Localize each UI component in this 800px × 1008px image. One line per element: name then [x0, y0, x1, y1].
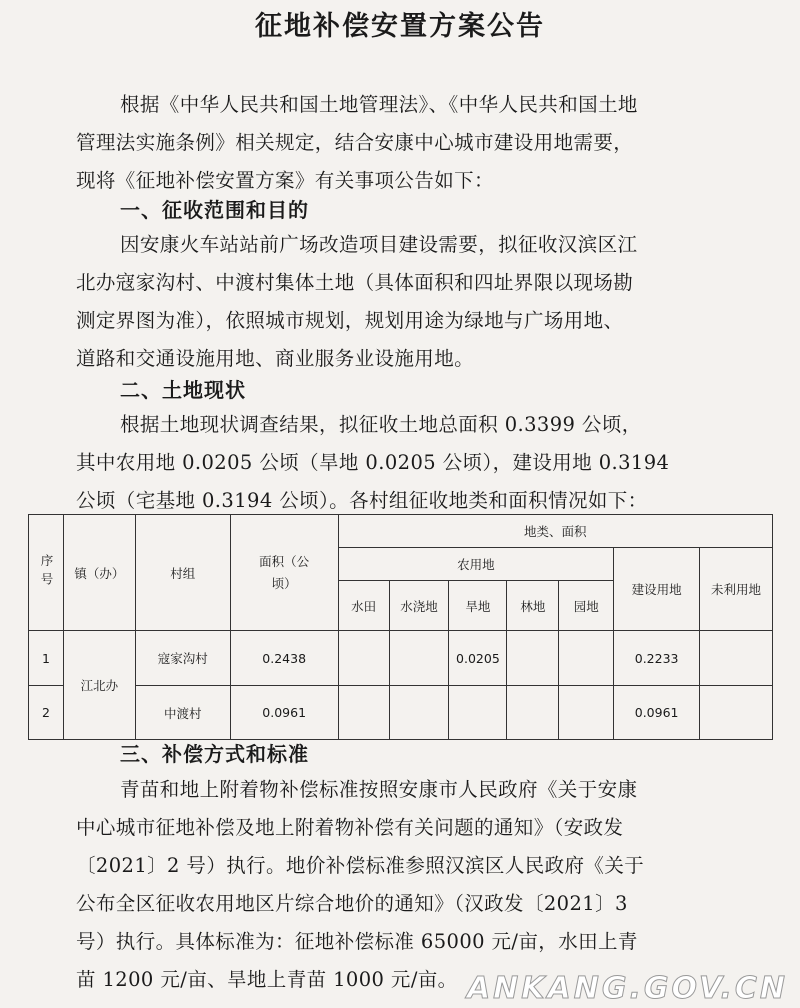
section2-line: 公顷（宅基地 0.3194 公顷）。各村组征收地类和面积情况如下：	[76, 489, 648, 512]
header-paddy: 水田	[338, 581, 389, 631]
section3-line: 号）执行。具体标准为：征地补偿标准 65000 元/亩，水田上青	[76, 930, 638, 953]
header-landtype: 地类、面积	[338, 515, 772, 548]
cell-village: 寇家沟村	[135, 631, 230, 686]
section3-heading: 三、补偿方式和标准	[120, 742, 309, 766]
cell-build: 0.2233	[614, 631, 700, 686]
cell-irrigated	[389, 686, 449, 740]
cell-town: 江北办	[63, 631, 135, 740]
cell-paddy	[338, 631, 389, 686]
section1-line: 因安康火车站站前广场改造项目建设需要，拟征收汉滨区江	[120, 233, 638, 256]
section1-paragraph	[76, 226, 716, 378]
cell-area: 0.2438	[230, 631, 338, 686]
header-village: 村组	[135, 515, 230, 631]
header-town: 镇（办）	[63, 515, 135, 631]
section2-line: 其中农用地 0.0205 公顷（旱地 0.0205 公顷），建设用地 0.3194	[76, 451, 670, 474]
cell-paddy	[338, 686, 389, 740]
header-garden: 园地	[559, 581, 614, 631]
cell-garden	[559, 631, 614, 686]
section3-line: 〔2021〕2 号）执行。地价补偿标准参照汉滨区人民政府《关于	[76, 854, 645, 877]
document-title: 征地补偿安置方案公告	[255, 11, 545, 42]
section1-heading: 一、征收范围和目的	[120, 198, 309, 222]
section2-paragraph	[76, 406, 716, 520]
intro-paragraph	[76, 86, 716, 200]
section2-heading: 二、土地现状	[120, 378, 246, 402]
intro-line: 现将《征地补偿安置方案》有关事项公告如下：	[76, 169, 494, 192]
cell-forest	[507, 686, 559, 740]
header-forest: 林地	[507, 581, 559, 631]
header-irrigated: 水浇地	[389, 581, 449, 631]
cell-garden	[559, 686, 614, 740]
site-watermark: ANKANG.GOV.CN	[466, 971, 788, 1006]
section3-paragraph	[76, 771, 716, 999]
cell-unused	[700, 631, 773, 686]
section3-line: 苗 1200 元/亩、旱地上青苗 1000 元/亩。	[76, 968, 458, 991]
cell-forest	[507, 631, 559, 686]
section1-line: 北办寇家沟村、中渡村集体土地（具体面积和四址界限以现场勘	[76, 271, 634, 294]
header-area: 面积（公顷）	[230, 515, 338, 631]
cell-dry: 0.0205	[449, 631, 507, 686]
header-unused: 未利用地	[700, 548, 773, 631]
land-table	[28, 514, 773, 740]
section2-line: 根据土地现状调查结果，拟征收土地总面积 0.3399 公顷，	[120, 413, 642, 436]
header-agri: 农用地	[338, 548, 614, 581]
header-build: 建设用地	[614, 548, 700, 631]
section3-line: 公布全区征收农用地区片综合地价的通知》（汉政发〔2021〕3	[76, 892, 628, 915]
section3-line: 青苗和地上附着物补偿标准按照安康市人民政府《关于安康	[120, 778, 638, 801]
intro-line: 管理法实施条例》相关规定，结合安康中心城市建设用地需要，	[76, 131, 634, 154]
cell-unused	[700, 686, 773, 740]
cell-seq: 1	[29, 631, 64, 686]
section1-line: 测定界图为准），依照城市规划，规划用途为绿地与广场用地、	[76, 309, 624, 332]
cell-seq: 2	[29, 686, 64, 740]
header-dry: 旱地	[449, 581, 507, 631]
table-row	[29, 631, 773, 686]
cell-build: 0.0961	[614, 686, 700, 740]
table-row	[29, 686, 773, 740]
cell-village: 中渡村	[135, 686, 230, 740]
section1-line: 道路和交通设施用地、商业服务业设施用地。	[76, 347, 475, 370]
cell-dry	[449, 686, 507, 740]
cell-area: 0.0961	[230, 686, 338, 740]
section3-line: 中心城市征地补偿及地上附着物补偿有关问题的通知》（安政发	[76, 816, 624, 839]
cell-irrigated	[389, 631, 449, 686]
header-seq: 序号	[29, 515, 64, 631]
intro-line: 根据《中华人民共和国土地管理法》、《中华人民共和国土地	[120, 93, 638, 116]
